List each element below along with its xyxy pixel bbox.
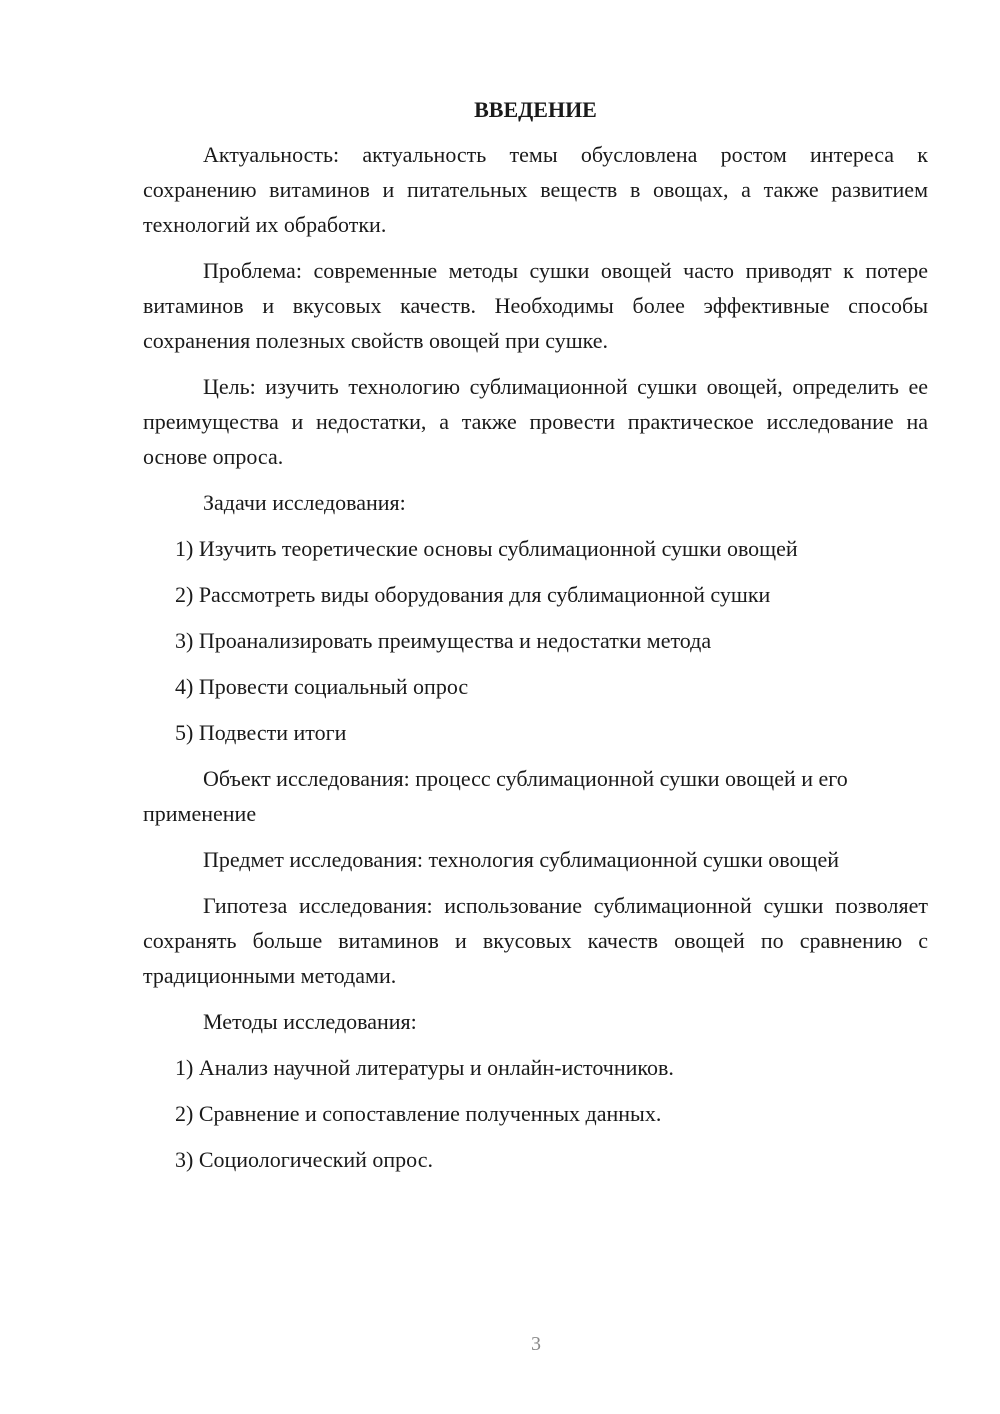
tasks-list [143, 531, 928, 750]
list-item: 1) Изучить теоретические основы сублимационной сушки овощей [175, 536, 798, 561]
list-item: 2) Сравнение и сопоставление полученных данных. [175, 1101, 662, 1126]
problem-paragraph: Проблема: современные методы сушки овощей часто приводят к потере витаминов и вкусовых качеств. Необходимы более эффективные способы сохранения полезных свойств овощей при сушке. [143, 258, 928, 353]
goal-paragraph: Цель: изучить технологию сублимационной сушки овощей, определить ее преимущества и недостатки, а также провести практическое исследование на основе опроса. [143, 374, 928, 469]
document-page [143, 92, 928, 1177]
object-paragraph: Объект исследования: процесс сублимационной сушки овощей и его применение [143, 766, 848, 826]
methods-list [143, 1050, 928, 1177]
tasks-heading: Задачи исследования: [203, 490, 406, 515]
list-item: 5) Подвести итоги [175, 720, 347, 745]
page-number: 3 [531, 1333, 541, 1355]
list-item: 4) Провести социальный опрос [175, 674, 469, 699]
list-item: 1) Анализ научной литературы и онлайн-источников. [175, 1055, 674, 1080]
page-title: ВВЕДЕНИЕ [474, 97, 597, 122]
list-item: 3) Социологический опрос. [175, 1147, 433, 1172]
list-item: 2) Рассмотреть виды оборудования для сублимационной сушки [175, 582, 771, 607]
hypothesis-paragraph: Гипотеза исследования: использование сублимационной сушки позволяет сохранять больше витаминов и вкусовых качеств овощей по сравнению с традиционными методами. [143, 893, 928, 988]
relevance-paragraph: Актуальность: актуальность темы обусловлена ростом интереса к сохранению витаминов и питательных веществ в овощах, а также развитием технологий их обработки. [143, 142, 928, 237]
list-item: 3) Проанализировать преимущества и недостатки метода [175, 628, 712, 653]
methods-heading: Методы исследования: [203, 1009, 417, 1034]
subject-paragraph: Предмет исследования: технология сублимационной сушки овощей [203, 847, 839, 872]
